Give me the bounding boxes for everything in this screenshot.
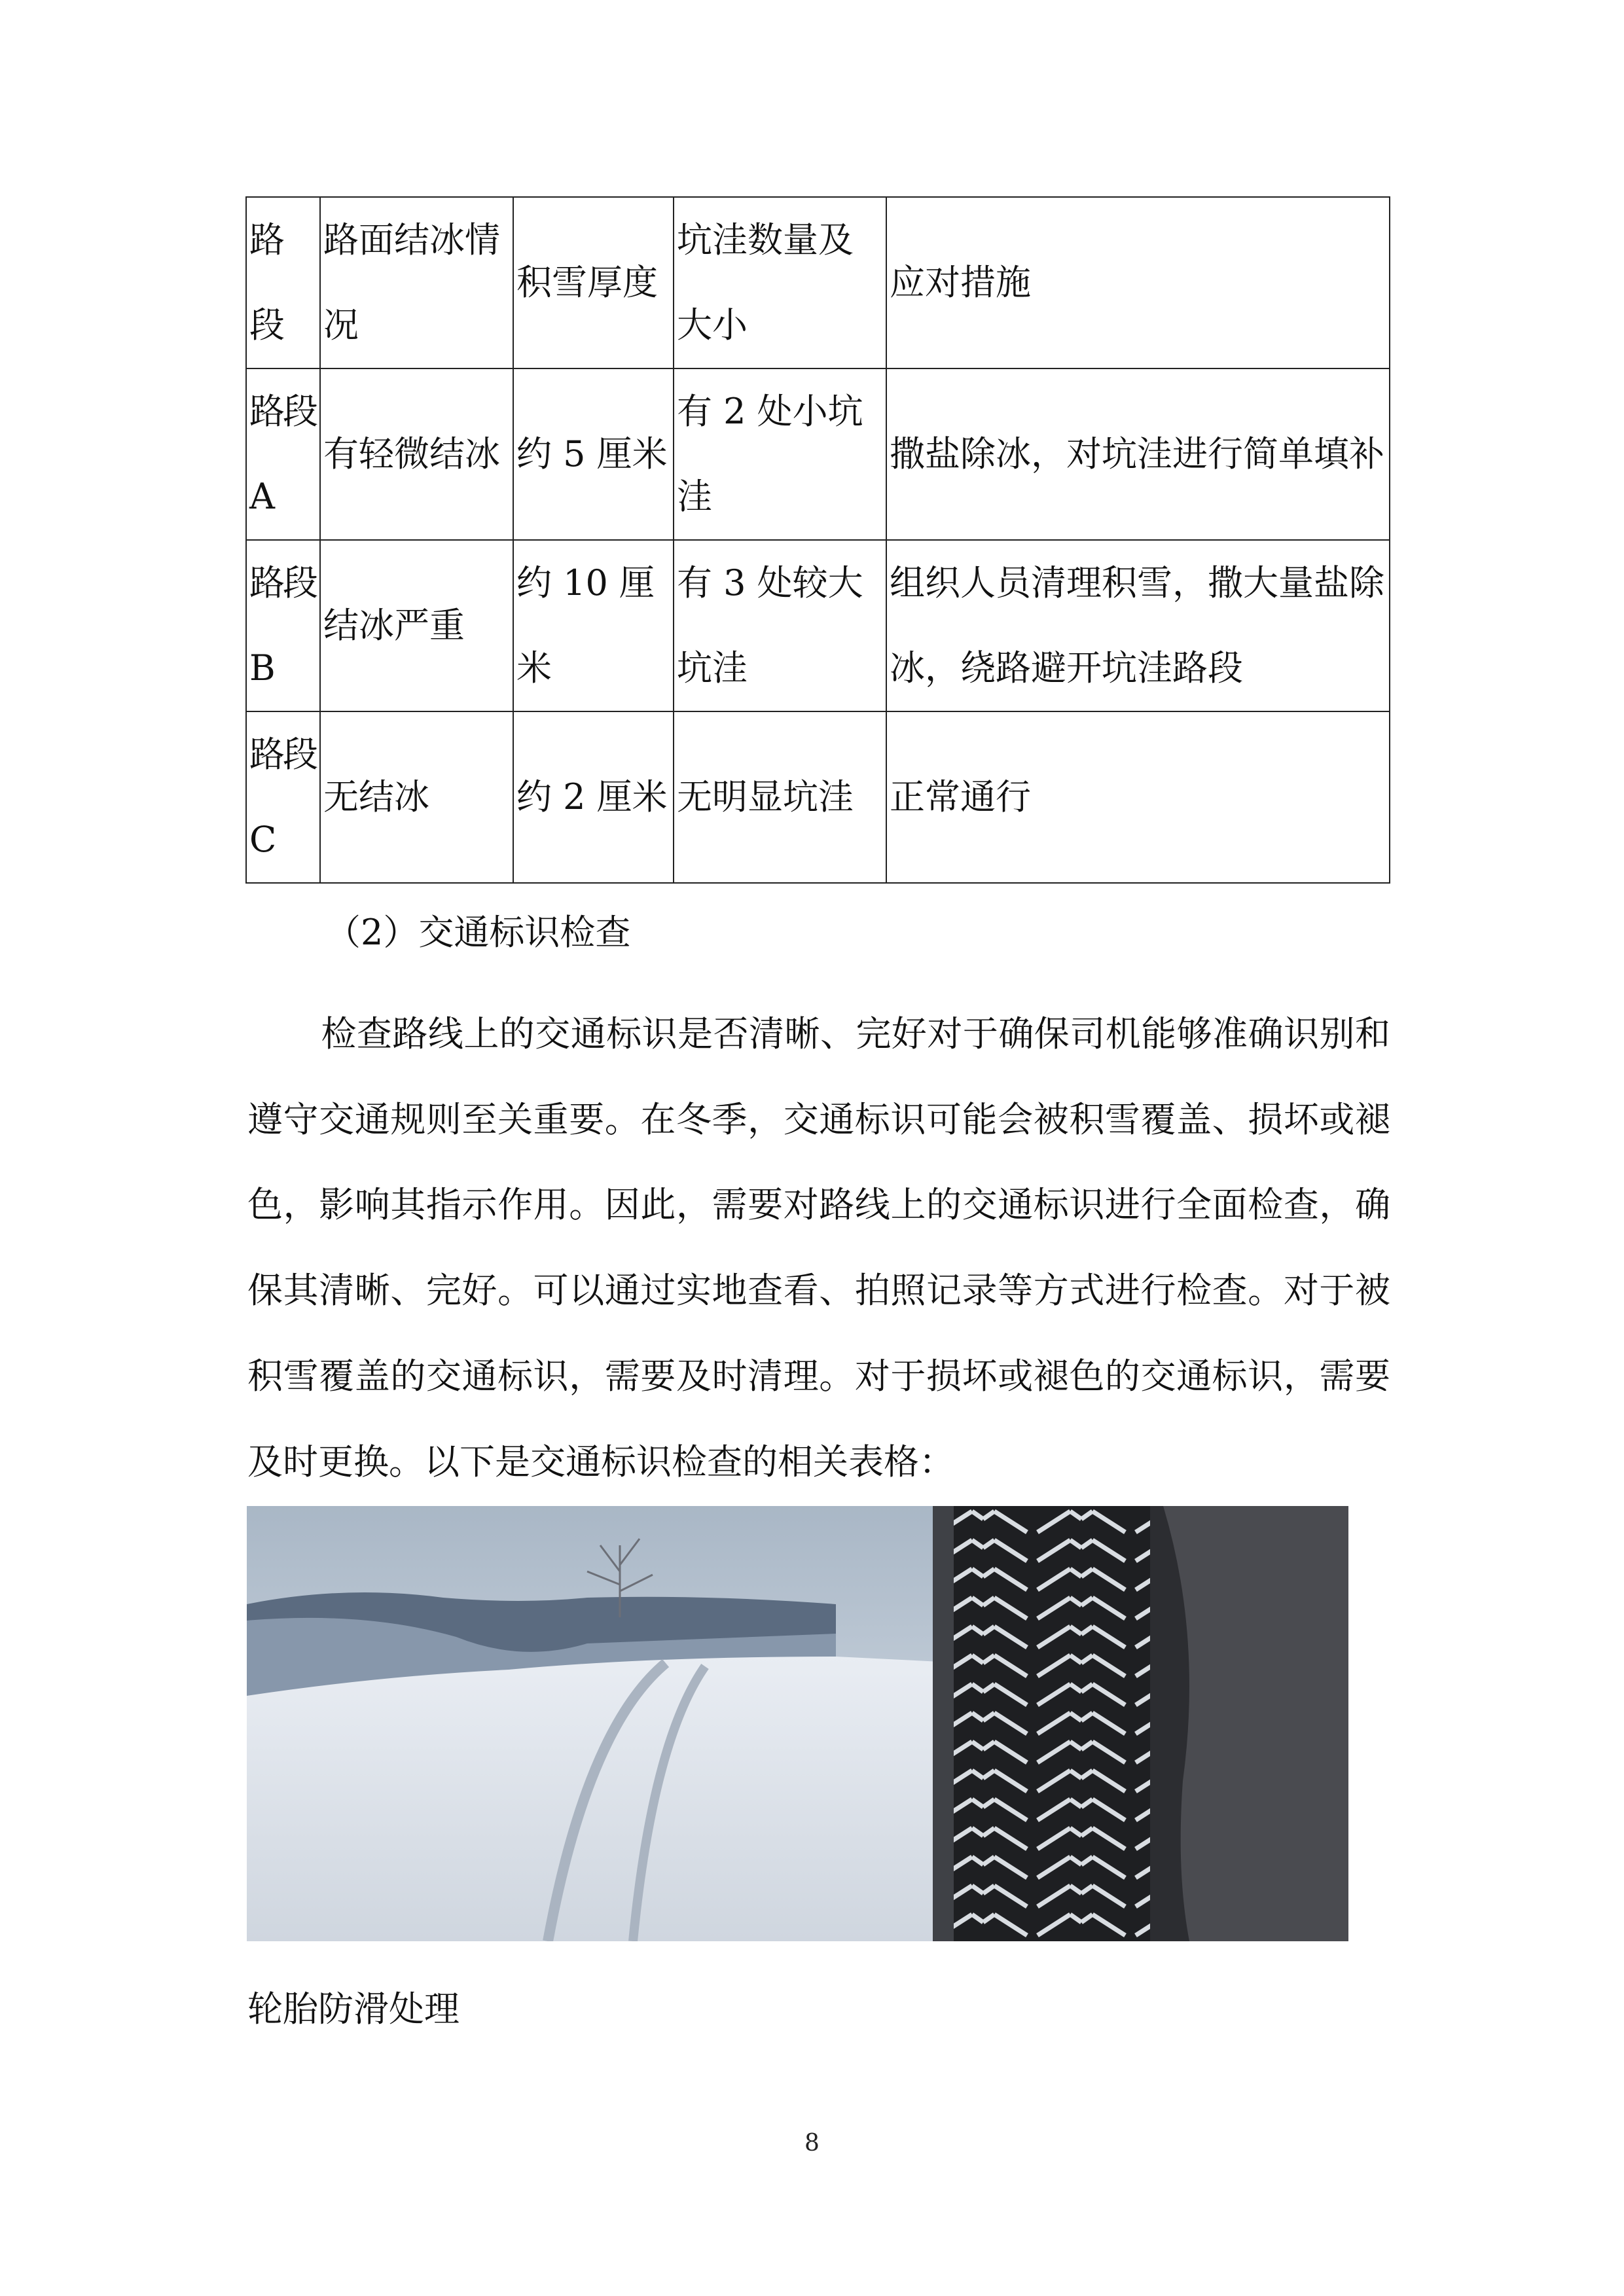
road-condition-table (245, 196, 1390, 884)
table-cell: 无明显坑洼 (674, 711, 886, 883)
table-cell: 结冰严重 (320, 540, 513, 711)
table-cell: 无结冰 (320, 711, 513, 883)
snow-tire-photo (247, 1506, 1348, 1941)
header-cell-potholes: 坑洼数量及大小 (674, 197, 886, 368)
table-cell: 有 3 处较大坑洼 (674, 540, 886, 711)
table-cell: 路段 B (246, 540, 320, 711)
section-subheading: （2）交通标识检查 (325, 912, 631, 953)
table-cell: 约 2 厘米 (513, 711, 674, 883)
table-row (246, 368, 1390, 540)
body-paragraph (247, 992, 1390, 1505)
table-cell: 正常通行 (886, 711, 1390, 883)
table-cell: 路段 A (246, 368, 320, 540)
header-cell-measures: 应对措施 (886, 197, 1390, 368)
table-cell: 撒盐除冰，对坑洼进行简单填补 (886, 368, 1390, 540)
table-row (246, 540, 1390, 711)
header-cell-road-section: 路段 (246, 197, 320, 368)
table-cell: 有轻微结冰 (320, 368, 513, 540)
header-cell-ice-condition: 路面结冰情况 (320, 197, 513, 368)
table-row (246, 711, 1390, 883)
table-cell: 约 5 厘米 (513, 368, 674, 540)
table-cell: 约 10 厘米 (513, 540, 674, 711)
table-cell: 路段 C (246, 711, 320, 883)
page-number: 8 (804, 2130, 820, 2157)
header-cell-snow-depth: 积雪厚度 (513, 197, 674, 368)
paragraph-text: 检查路线上的交通标识是否清晰、完好对于确保司机能够准确识别和遵守交通规则至关重要。在冬季，交通标识可能会被积雪覆盖、损坏或褪色，影响其指示作用。因此，需要对路线上的交通标识进行全面检查，确保其清晰、完好。可以通过实地查看、拍照记录等方式进行检查。对于被积雪覆盖的交通标识，需要及时清理。对于损坏或褪色的交通标识，需要及时更换。以下是交通标识检查的相关表格： (247, 1013, 1390, 1482)
table-header-row (246, 197, 1390, 368)
table-cell: 组织人员清理积雪，撒大量盐除冰，绕路避开坑洼路段 (886, 540, 1390, 711)
figure-caption: 轮胎防滑处理 (247, 1988, 460, 2030)
table-cell: 有 2 处小坑洼 (674, 368, 886, 540)
